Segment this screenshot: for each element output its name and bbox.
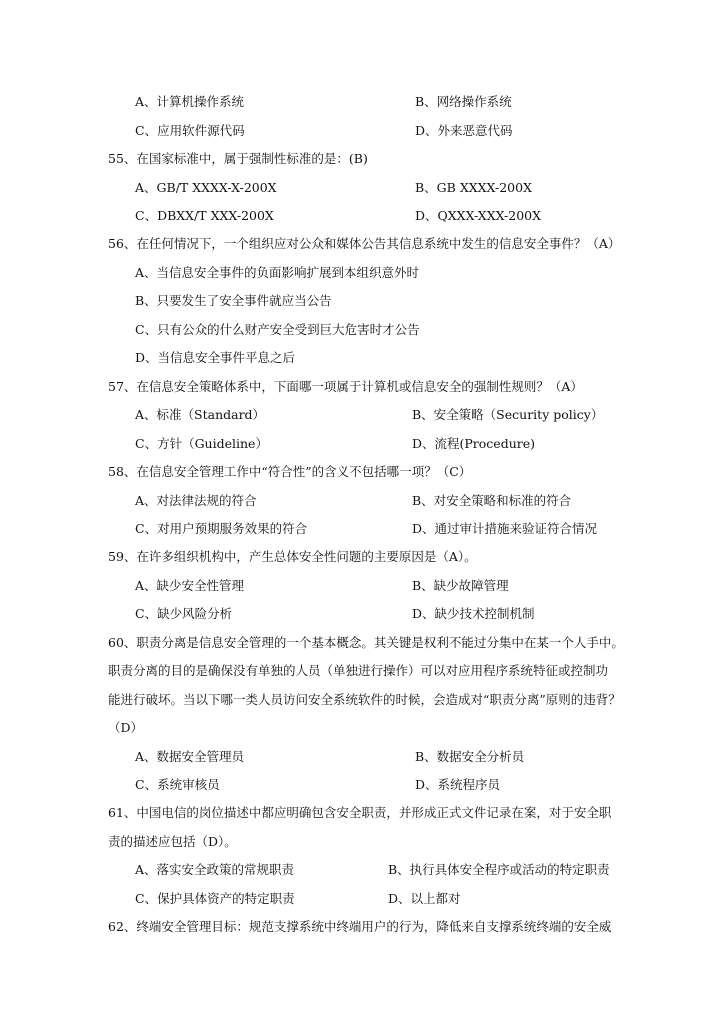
- q56-option-c: C、只有公众的什么财产安全受到巨大危害时才公告: [135, 322, 420, 337]
- q60-question-line-2: 职责分离的目的是确保没有单独的人员（单独进行操作）可以对应用程序系统特征或控制功: [108, 663, 609, 678]
- q56-option-a: A、当信息安全事件的负面影响扩展到本组织意外时: [135, 265, 420, 280]
- q60-option-a: A、数据安全管理员: [135, 749, 245, 764]
- q55-option-a: A、GB/T XXXX-X-200X: [135, 180, 277, 195]
- q55-question: 55、在国家标准中，属于强制性标准的是：(B): [108, 151, 368, 166]
- q56-option-d: D、当信息安全事件平息之后: [135, 350, 296, 365]
- q58-option-d: D、通过审计措施来验证符合情况: [412, 521, 598, 536]
- q62-question-line-1: 62、终端安全管理目标：规范支撑系统中终端用户的行为，降低来自支撑系统终端的安全威: [108, 919, 612, 934]
- q59-option-d: D、缺少技术控制机制: [412, 606, 535, 621]
- q55-option-b: B、GB XXXX-200X: [415, 180, 532, 195]
- q60-option-c: C、系统审核员: [135, 777, 220, 792]
- q54-option-d: D、外来恶意代码: [415, 123, 513, 138]
- q54-option-a: A、计算机操作系统: [135, 94, 245, 109]
- q59-question: 59、在许多组织机构中，产生总体安全性问题的主要原因是（A）。: [108, 549, 477, 564]
- q58-question: 58、在信息安全管理工作中“符合性”的含义不包括哪一项？（C）: [108, 464, 472, 479]
- q60-question-line-1: 60、职责分离是信息安全管理的一个基本概念。其关键是权利不能过分集中在某一个人手中。: [108, 635, 624, 650]
- q59-option-c: C、缺少风险分析: [135, 606, 233, 621]
- q57-option-b: B、安全策略（Security policy）: [412, 407, 604, 422]
- q61-option-a: A、落实安全政策的常规职责: [135, 862, 295, 877]
- q59-option-a: A、缺少安全性管理: [135, 578, 245, 593]
- q58-option-c: C、对用户预期服务效果的符合: [135, 521, 308, 536]
- q54-option-b: B、网络操作系统: [415, 94, 512, 109]
- q60-question-line-4: （D）: [108, 720, 144, 735]
- q61-option-b: B、执行具体安全程序或活动的特定职责: [388, 862, 610, 877]
- q57-question: 57、在信息安全策略体系中，下面哪一项属于计算机或信息安全的强制性规则？（A）: [108, 379, 583, 394]
- q61-question-line-1: 61、中国电信的岗位描述中都应明确包含安全职责，并形成正式文件记录在案，对于安全职: [108, 805, 612, 820]
- q61-option-c: C、保护具体资产的特定职责: [135, 891, 295, 906]
- q60-option-b: B、数据安全分析员: [415, 749, 525, 764]
- q61-question-line-2: 责的描述应包括（D）。: [108, 834, 237, 849]
- q56-option-b: B、只要发生了安全事件就应当公告: [135, 293, 332, 308]
- q60-option-d: D、系统程序员: [415, 777, 501, 792]
- q55-option-c: C、DBXX/T XXX-200X: [135, 208, 274, 223]
- q58-option-a: A、对法律法规的符合: [135, 493, 257, 508]
- q57-option-a: A、标准（Standard）: [135, 407, 266, 422]
- q61-option-d: D、以上都对: [388, 891, 461, 906]
- q56-question: 56、在任何情况下，一个组织应对公众和媒体公告其信息系统中发生的信息安全事件？（A）: [108, 236, 621, 251]
- q54-option-c: C、应用软件源代码: [135, 123, 245, 138]
- q59-option-b: B、缺少故障管理: [412, 578, 509, 593]
- q57-option-d: D、流程(Procedure): [412, 436, 536, 451]
- q57-option-c: C、方针（Guideline）: [135, 436, 268, 451]
- q58-option-b: B、对安全策略和标准的符合: [412, 493, 572, 508]
- q55-option-d: D、QXXX-XXX-200X: [415, 208, 542, 223]
- q60-question-line-3: 能进行破坏。当以下哪一类人员访问安全系统软件的时候，会造成对“职责分离”原则的违背？: [108, 692, 621, 707]
